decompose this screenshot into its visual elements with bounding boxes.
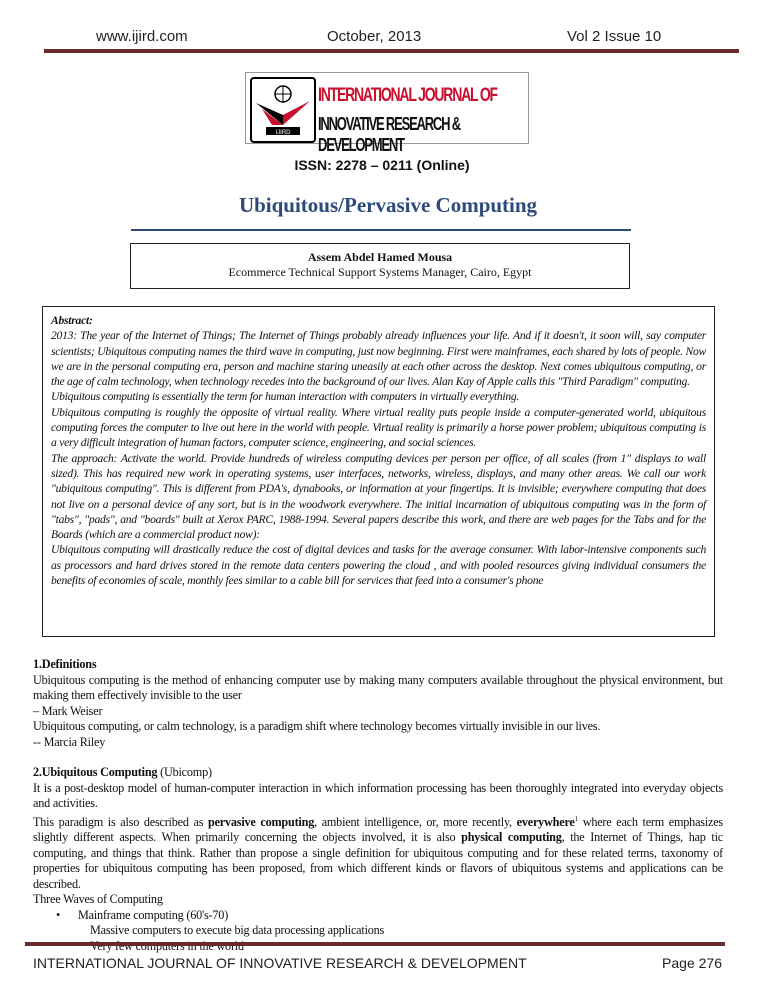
footer-journal: INTERNATIONAL JOURNAL OF INNOVATIVE RESEARCH & DEVELOPMENT bbox=[33, 955, 527, 971]
logo-line-1: INTERNATIONAL JOURNAL OF bbox=[318, 83, 497, 106]
author-name: Assem Abdel Hamed Mousa bbox=[307, 250, 453, 264]
abstract-paragraph: Ubiquitous computing is essentially the term for human interaction with computers in virtually everything. bbox=[51, 390, 520, 404]
paragraph: This paradigm is also described as pervasive computing, ambient intelligence, or, more recently, everywhere$^1$ where each term emphasizes slightly different aspects. When primarily concerning the objects involved, it is also physical computing, the Internet of Things, hap tic computing, and things that think. Rather than propose a single definition for ubiquitous computing and for these related terms, taxonomy of properties for ubiquitous computing has been proposed, from which different kinds or flavors of ubiquitous systems and applications can be described. bbox=[33, 814, 723, 891]
paragraph: It is a post-desktop model of human-computer interaction in which information processing has been thoroughly integrated into everyday objects and activities. bbox=[33, 780, 723, 810]
body-text bbox=[33, 657, 723, 954]
abstract-paragraph: The approach: Activate the world. Provide hundreds of wireless computing devices per person per office, of all scales (from 1" displays to wall sized). This has required new work in operating systems, user interfaces, networks, wireless, displays, and many other areas. We call our work "ubiquitous computing". This is different from PDA's, dynabooks, or information at your fingertips. It is invisible; everywhere computing that does not live on a personal device of any sort, but is in the woodwork everywhere. The initial incarnation of ubiquitous computing was in the form of "tabs", "pads", and "boards" built at Xerox PARC, 1988-1994. Several papers describe this work, and there are web pages for the Tabs and for the Boards (which are a commercial product now): bbox=[51, 451, 706, 542]
section-heading-definitions: 1.Definitions bbox=[33, 657, 97, 671]
title-rule bbox=[131, 229, 631, 231]
list-item: • Mainframe computing (60's-70) bbox=[78, 908, 723, 924]
section-heading-ubicomp: 2.Ubiquitous Computing (Ubicomp) bbox=[33, 765, 212, 779]
abstract-heading: Abstract: bbox=[51, 314, 93, 327]
footer-page: Page 276 bbox=[662, 955, 722, 971]
logo-emblem-icon bbox=[250, 77, 316, 143]
issn: ISSN: 2278 – 0211 (Online) bbox=[294, 157, 470, 173]
list-item-detail bbox=[33, 939, 723, 955]
journal-logo bbox=[245, 72, 529, 155]
author-affiliation: Ecommerce Technical Support Systems Manager, Cairo, Egypt bbox=[228, 265, 532, 279]
abstract bbox=[42, 306, 715, 637]
abstract-paragraph: 2013: The year of the Internet of Things; The Internet of Things probably already influences your life. And if it doesn't, it soon will, say computer scientists; Ubiquitous computing names the third wave in computing, just now beginning. First were mainframes, each shared by lots of people. Now we are in the personal computing era, person and machine staring uneasily at each other across the desktop. Next comes ubiquitous computing, or the age of calm technology, when technology recedes into the background of our lives. Alan Kay of Apple calls this "Third Paradigm" computing. bbox=[51, 329, 706, 389]
list-item-detail: Massive computers to execute big data processing applications bbox=[90, 923, 385, 938]
footer-rule bbox=[25, 942, 725, 946]
header-date: October, 2013 bbox=[327, 28, 422, 45]
paragraph: Ubiquitous computing, or calm technology, is a paradigm shift where technology becomes virtually invisible in our lives. bbox=[33, 719, 601, 733]
header-rule bbox=[44, 49, 739, 53]
attribution: -- Marcia Riley bbox=[33, 734, 106, 749]
paper-title: Ubiquitous/Pervasive Computing bbox=[238, 193, 538, 217]
header-volume: Vol 2 Issue 10 bbox=[567, 28, 662, 45]
waves-label: Three Waves of Computing bbox=[33, 892, 163, 907]
attribution: – Mark Weiser bbox=[33, 703, 103, 718]
abstract-paragraph: Ubiquitous computing is roughly the opposite of virtual reality. Where virtual reality puts people inside a computer-generated world, ubiquitous computing forces the computer to live out here in the world with people. Virtual reality is primarily a horse power problem; ubiquitous computing is a very difficult integration of human factors, computer science, engineering, and social sciences. bbox=[51, 405, 706, 450]
waves-list bbox=[33, 908, 723, 924]
author-box bbox=[130, 243, 630, 289]
svg-text:IJIRD: IJIRD bbox=[275, 130, 291, 136]
header-website: www.ijird.com bbox=[96, 28, 188, 45]
logo-line-2: INNOVATIVE RESEARCH & DEVELOPMENT bbox=[318, 113, 460, 155]
paragraph: Ubiquitous computing is the method of enhancing computer use by making many computers available throughout the physical environment, but making them effectively invisible to the user bbox=[33, 672, 723, 702]
abstract-paragraph: Ubiquitous computing will drastically reduce the cost of digital devices and tasks for the average consumer. With labor-intensive components such as processors and hard drives stored in the remote data centers powering the cloud , and with pooled resources giving individual consumers the benefits of economies of scale, monthly fees similar to a cable bill for services that feed into a consumer's phone bbox=[51, 543, 706, 588]
